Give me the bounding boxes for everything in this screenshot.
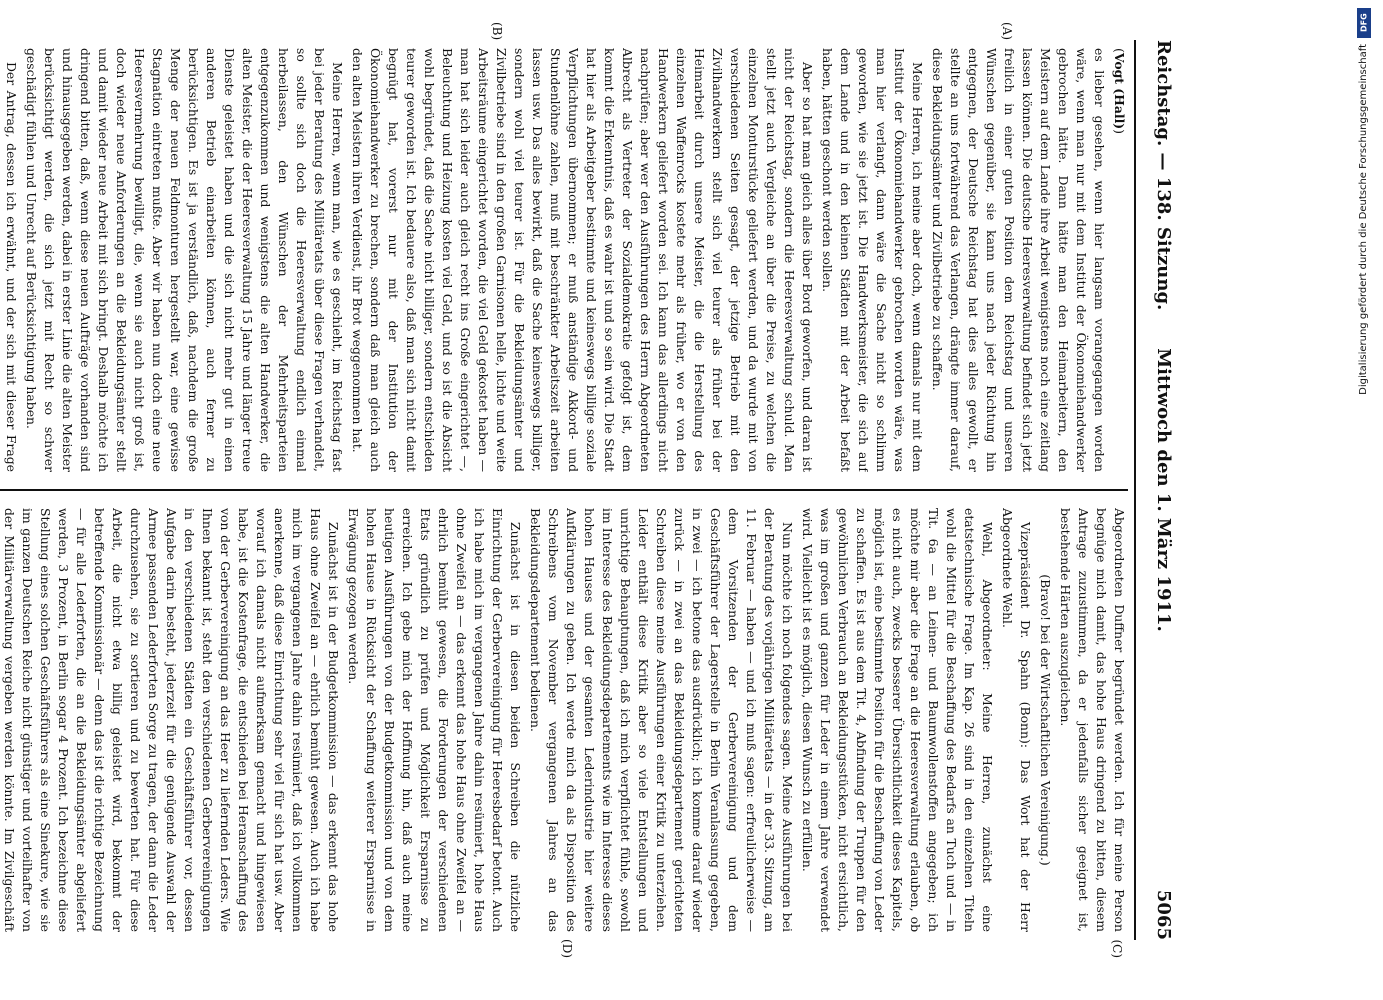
paragraph: Aber so hat man gleich alles über Bord geworfen, und daran ist nicht der Reichstag, sondern die Heeresverwaltung schuld. Man stellt jetzt auch Vergleiche an über die Preise, zu welchen die einzelnen Monturstücke geliefert werden, und da wurde mit von verschiedenen Seiten gesagt, der jetzige Betrieb mit den Zivilhandwerkern stellt sich viel teurer als früher bei der Heimarbeit durch unsere Meister, die die Herstellung des einzelnen Waffenrocks kostete mehr als früher, wo er von den Handwerkern geliefert worden sei. Ich kann das allerdings nicht nachprüfen; aber wer den Ausführungen des Herrn Abgeordneten Albrecht als Vertreter der Sozialdemokratie gefolgt ist, dem kommt die Erkenntnis, daß es wahr ist und so sein wird. Die Stadt hat hier als Arbeitgeber bestimmte und keineswegs billige soziale Verpflichtungen übernommen; er muß anständige Akkord- und Stundenlöhne zahlen, muß mit beschränkter Arbeitszeit arbeiten lassen usw. Das alles bewirkt, daß die Sache keineswegs billiger, sondern wohl viel teurer ist. Für die Bekleidungsämter und Zivilbetriebe sind in den großen Garnisonen helle, lichte und weite Arbeitsräume eingerichtet worden, die viel Geld gekostet haben — man hat sich leider auch gleich recht ins Große eingerichtet —, Beleuchtung und Heizung kosten viel Geld, und so ist die Absicht wohl begründet, daß die Sache nicht billiger, sondern entschieden teurer geworden ist. Ich bedauere also, daß man sich nicht damit begnügt hat, vorerst nur mit der Institution der Ökonomiehandwerker zu brechen, sondern daß man gleich auch den alten Meistern ihren Verdienst, ihr Brot weggenommen hat. — [350, 48, 815, 472]
right-column — [0, 508, 1128, 932]
paragraph: Nun möchte ich noch folgendes sagen. Meine Ausführungen bei der Beratung des vorjährigen Militäretats — in der 33. Sitzung, am 11. Februar — haben — und ich muß sagen: erfreulicherweise — dem Vorsitzenden der Gerbervereinigung und dem Geschäftsführer der Lagerstelle in Berlin Veranlassung gegeben, in zwei — ich betone das ausdrücklich; ich komme darauf wieder zurück — in zwei an das Bekleidungsdepartement gerichteten Schreiben diese meine Ausführungen einer Kritik zu unterziehen. Leider enthält diese Kritik aber so viele Entstellungen und unrichtige Behauptungen, daß ich mich verpflichtet fühle, sowohl im Interesse des Bekleidungsdepartements wie im Interesse dieses hohen Hauses und der gesamten Lederindustrie hier weitere Aufklärungen zu geben. Ich werde mich da als Disposition des Schreibens vom November vergangenen Jahres an das Bekleidungsdepartement bedienen. — [528, 508, 795, 932]
paragraph: Vizepräsident Dr. Spahn (Bonn): Das Wort hat der Herr Abgeordnete Wehl. — [1000, 508, 1033, 932]
paragraph: Zunächst ist in diesen beiden Schreiben die nützliche Einrichtung der Gerbervereinigung für Heeresbedarf betont. Auch ich habe mich im vergangenen Jahre dahin resümiert, hohe Haus ohne Zweifel an — das erkennt das hohe Haus ohne Zweifel an — ehrlich bemüht gewesen, die Forderungen der verschiedenen Etats gründlich zu prüfen und Möglichkeit Ersparnisse zu erreichen. Ich gebe mich der Hoffnung hin, daß auch meine heutigen Ausführungen von der Budgetkommission und von dem hohen Hause in Rücksicht der Schaffung weiterer Ersparnisse in Erwägung gezogen werden. — [346, 508, 523, 932]
header-date: Mittwoch den 1. März 1911. — [1153, 348, 1174, 632]
page-number: 5065 — [1153, 889, 1174, 940]
header-left: Reichstag. — 138. Sitzung. — [1153, 40, 1174, 311]
digitization-credit: Digitalisierung gefördert durch die Deutsche Forschungsgemeinschaft — [1358, 44, 1369, 395]
header-rule — [1134, 40, 1136, 940]
margin-mark-b: (B) — [490, 22, 504, 41]
left-column — [0, 48, 1128, 472]
margin-mark-a: (A) — [1000, 22, 1014, 41]
applause-note: (Bravo! bei der Wirtschaftlichen Vereinigung.) — [1038, 574, 1053, 866]
paragraph: Abgeordneten Duffner begründet werden. Ich für meine Person begnüge mich damit, das hohe Haus dringend zu bitten, diesem Antrage zuzustimmen, da er jedenfalls sicher geeignet ist, bestehende Härten auszugleichen. — [1058, 508, 1127, 932]
margin-mark-c: (C) — [1110, 939, 1124, 958]
dfg-logo: DFG — [1357, 8, 1371, 38]
paragraph: Der Antrag, dessen ich erwähnt, und der sich mit dieser Frage — [4, 62, 19, 472]
document-page — [0, 20, 1184, 960]
column-divider — [0, 489, 1128, 491]
page-header — [1134, 40, 1174, 940]
paragraph: Zunächst ist in der Budgetkommission — das erkennt das hohe Haus ohne Zweifel an — ehrlich bemüht gewesen. Auch ich habe mich im vergangenen Jahre dahin resümiert, daß ich vollkommen anerkenne, daß diese Einrichtung sehr viel für sich hat usw. Aber worauf ich damals nicht aufmerksam gemacht und hingewiesen habe, ist die Kostenfrage, die entschieden bei Heranschaffung des von der Gerbervereinigung an das Heer zu liefernden Leders. Wie Ihnen bekannt ist, steht den verschiedenen Gerbervereinigungen in den verschiedenen Städten ein Geschäftsführer vor, dessen Aufgabe darin besteht, jederzeit für die genügende Auswahl der Armee passenden Lederforten Sorge zu tragen, der dann die Leder durchzusehen, sie zu sortieren und zu bewerten hat. Für diese Arbeit, die nicht etwa billig geleistet wird, bekommt der betreffende Kommissionär — denn das ist die richtige Bezeichnung — für alle Lederforten, die an die Bekleidungsämter abgeliefert werden, 3 Prozent, in Berlin sogar 4 Prozent. Ich bezeichne diese Stellung eines solchen Geschäftsführers als eine Sinekure, wie sie im ganzen Deutschen Reiche nicht günstiger und vorteilhafter von der Militärverwaltung vergeben werden könnte. Im Zivilgeschäft — [2, 508, 341, 932]
paragraph: Wehl, Abgeordneter: Meine Herren, zunächst eine etatstechnische Frage. Im Kap. 26 sind in den einzelnen Titeln wohl die Mittel für die Beschaffung des Bedarfs an Tuch und — in Tit. 6a — an Leinen- und Baumwollenstoffen angegeben; ich möchte mir aber die Frage an die Heeresverwaltung erlauben, ob es nicht auch, zwecks besserer Übersichtlichkeit dieses Kapitels, möglich ist, eine bestimmte Position für die Beschaffung von Leder zu schaffen. Es ist aus dem Tit. 4, Abfindung der Truppen für den gewöhnlichen Verbrauch an Bekleidungsstücken, nicht ersichtlich, was im großen und ganzen für Leder in einem Jahre verwendet wird. Vielleicht ist es möglich, diesen Wunsch zu erfüllen. — [800, 508, 995, 932]
digitization-sidebar — [1347, 0, 1379, 1000]
speaker-name: Vogt (Hall) — [1112, 52, 1127, 130]
paragraph: Meine Herren, ich meine aber doch, wenn damals nur mit dem Institut der Ökonomiehandwerker gebrochen worden wäre, was man hier verlangt, dann wäre die Sache nicht so schlimm geworden, wie sie jetzt ist. Die Handwerksmeister, die sich auf dem Lande und in den kleinen Städten mit der Arbeit befaßt haben, hätten geschont werden sollen. — [820, 48, 925, 472]
margin-mark-d: (D) — [560, 939, 574, 958]
paragraph: es lieber gesehen, wenn hier langsam vorangegangen worden wäre, wenn man nur mit dem Institut der Ökonomiehandwerker gebrochen hätte. Dann hätte man den Heimarbeitern, den Meistern auf dem Lande ihre Arbeit wenigstens noch eine zeitlang lassen können. Die deutsche Heeresverwaltung befindet sich jetzt freilich in einer guten Position dem Reichstag und unseren Wünschen gegenüber, sie kann uns nach jeder Richtung hin entgegnen, der Deutsche Reichstag hat dies alles gewollt, er stellte an uns fortwährend das Verlangen, drängte immer darauf, diese Bekleidungsämter und Zivilbetriebe zu schaffen. — [930, 48, 1107, 472]
paragraph: Meine Herren, wenn man, wie es geschieht, im Reichstag fast bei jeder Beratung des Militäretats über diese Fragen verhandelt, so sollte sich doch die Heeresverwaltung endlich einmal herbeilassen, den Wünschen der Mehrheitsparteien entgegenzukommen und wenigstens die alten Handwerker, die alten Meister, die der Heeresverwaltung 15 Jahre und länger treue Dienste geleistet haben und die sich nicht mehr gut in einen anderen Betrieb einarbeiten können, auch ferner zu berücksichtigen. Es ist ja verständlich, daß, nachdem die große Menge der neuen Feldmonturen hergestellt war, eine gewisse Stagnation eintreten mußte. Aber wir haben nun doch eine neue Heeresvermehrung bewilligt, die, wenn sie auch nicht groß ist, doch wieder neue Anforderungen an die Bekleidungsämter stellt und damit wieder neue Arbeit mit sich bringt. Deshalb möchte ich dringend bitten, daß, wenn diese neuen Aufträge vorhanden sind und hinausgegeben werden, dabei in erster Linie die alten Meister berücksichtigt werden, die sich jetzt mit Recht so schwer geschädigt fühlen und Unrecht auf Berücksichtigung haben. — [24, 48, 345, 472]
speaker-line: (Vogt (Hall)) — [1112, 48, 1127, 135]
